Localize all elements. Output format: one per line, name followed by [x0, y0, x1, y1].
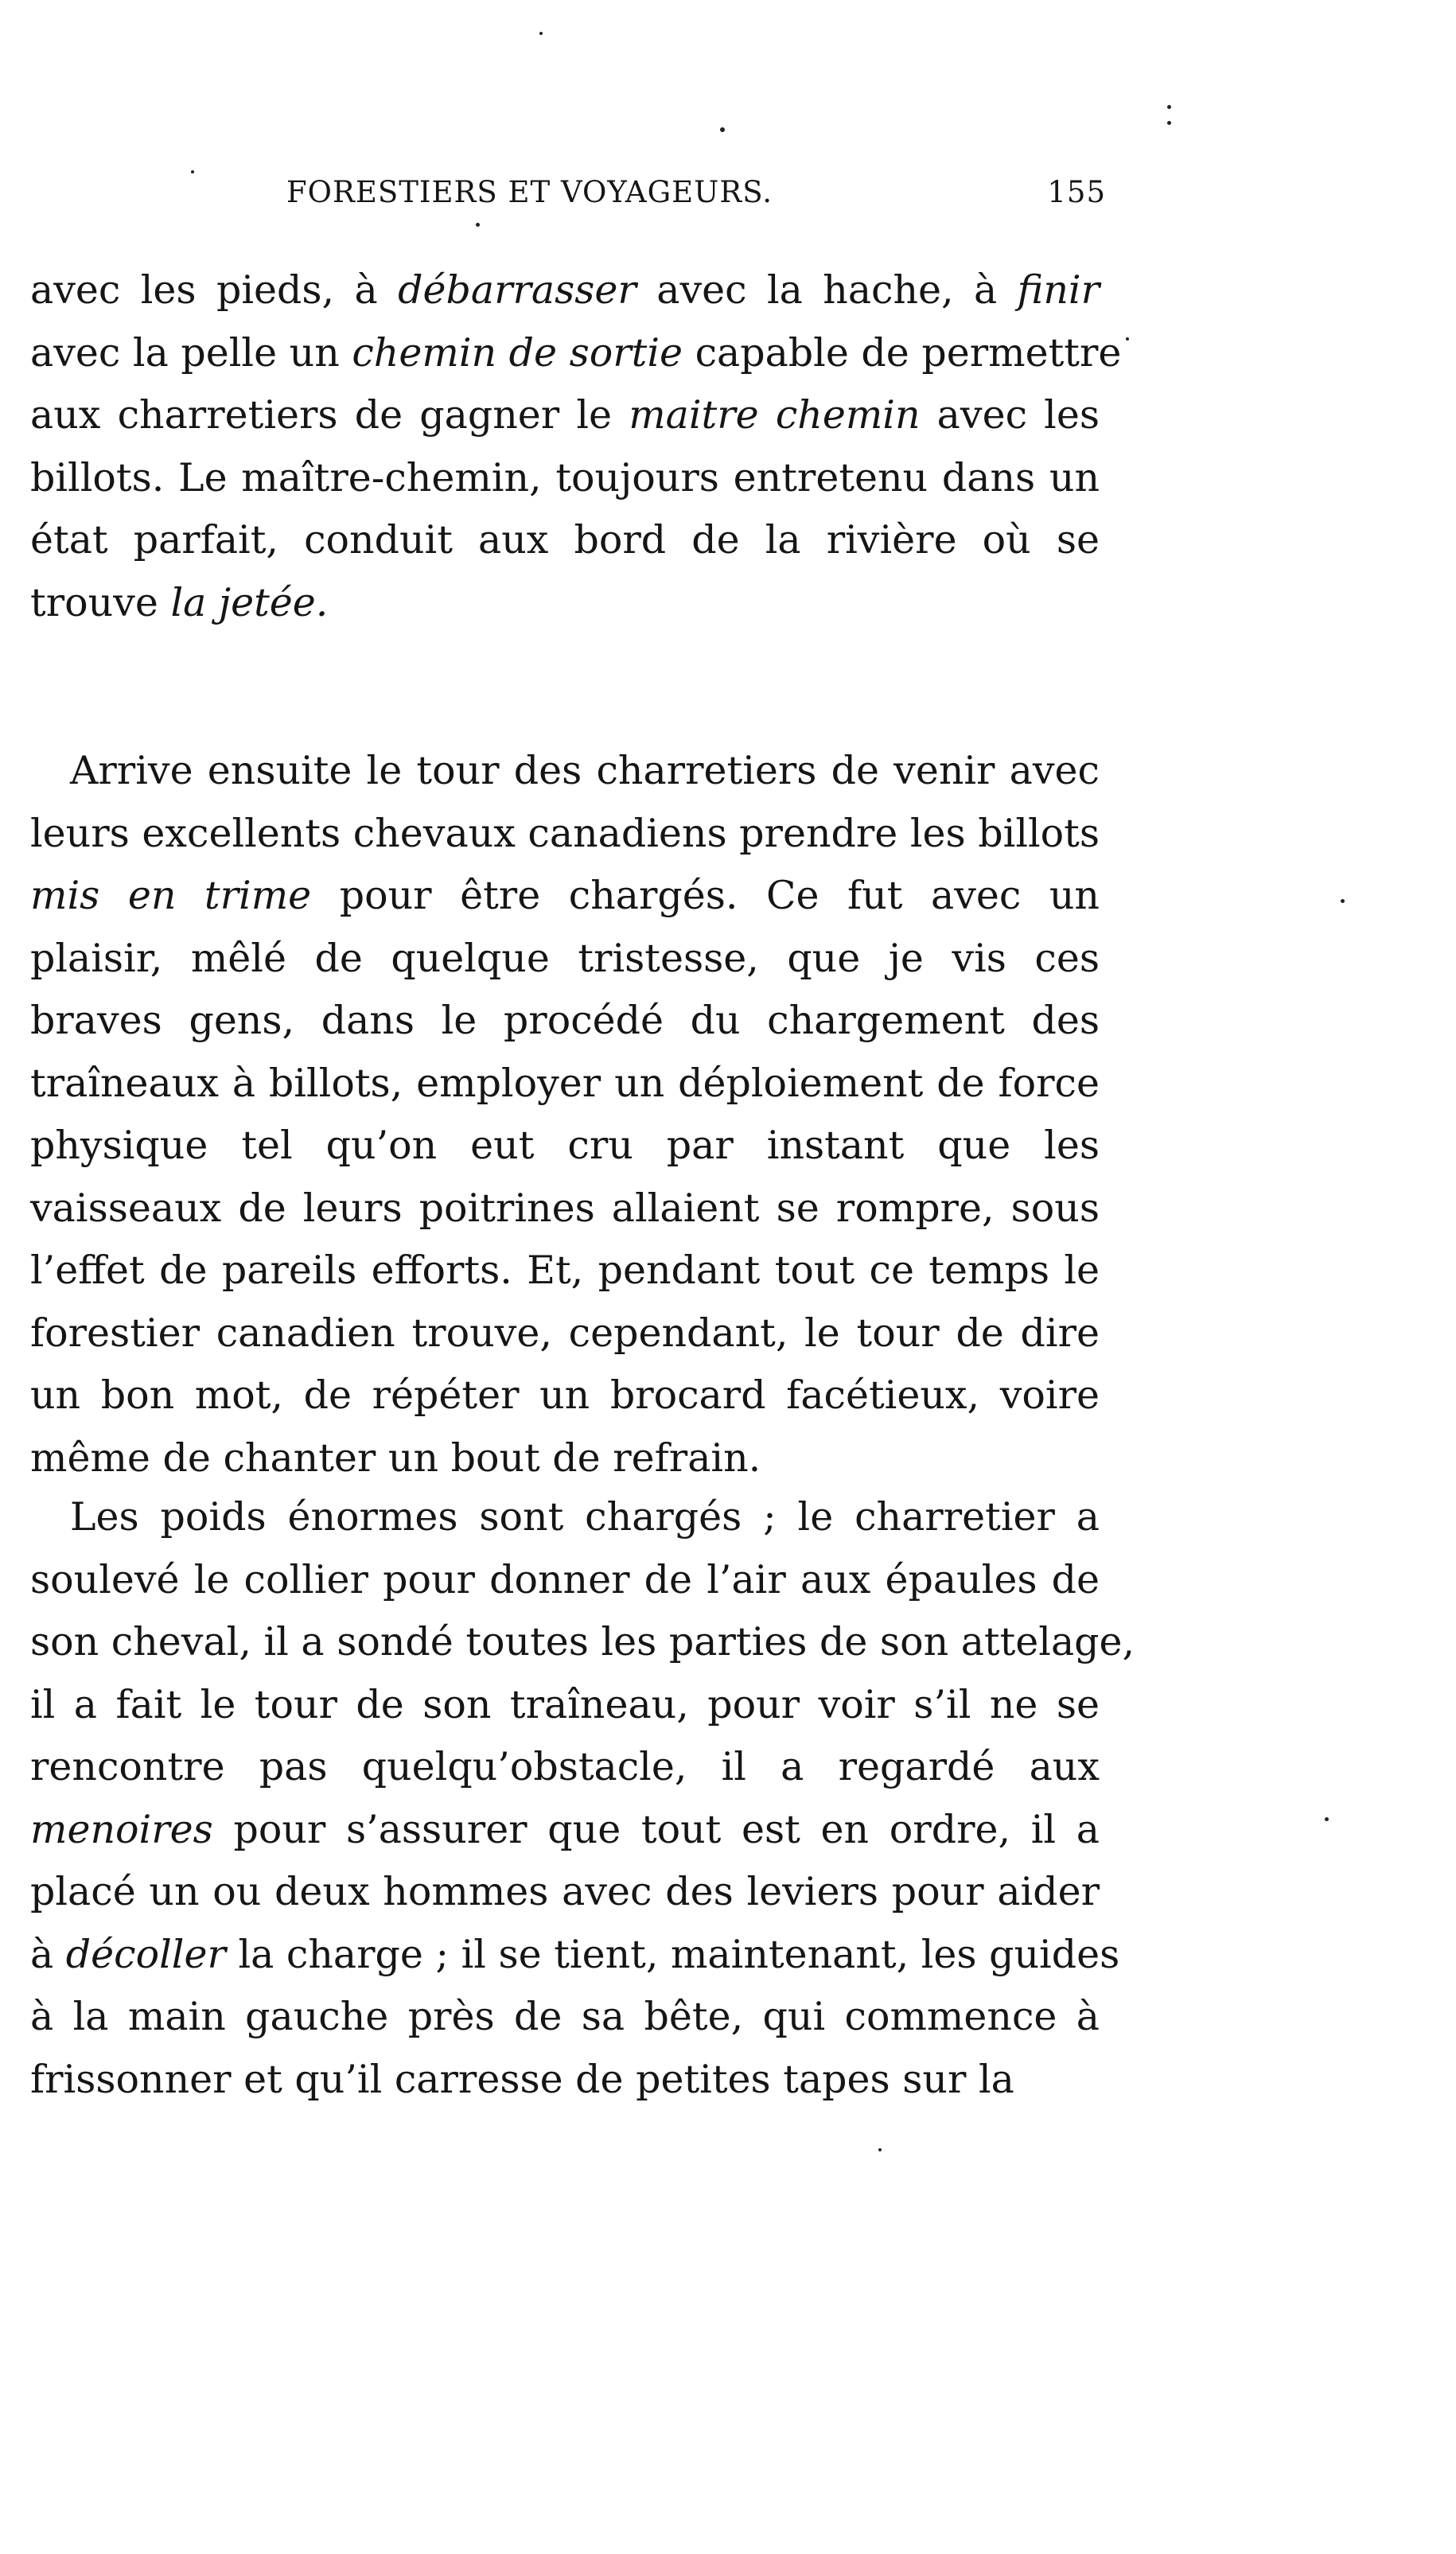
text-line — [30, 1736, 1100, 1799]
text-run: plaisir, mêlé de quelque tristesse, que je vis ces — [30, 935, 1100, 981]
scan-speck — [476, 223, 480, 227]
text-run: Arrive ensuite le tour des charretiers de venir avec — [70, 748, 1100, 793]
text-run: pour être chargés. Ce fut avec un — [311, 873, 1100, 918]
text-run: à la main gauche près de sa bête, qui commence à — [30, 1994, 1100, 2039]
text-line — [30, 928, 1100, 991]
text-line — [30, 990, 1100, 1053]
text-line — [30, 740, 1100, 803]
text-line — [30, 1427, 1100, 1490]
text-run: même de chanter un bout de refrain. — [30, 1435, 761, 1481]
scan-speck — [1167, 105, 1171, 109]
text-line — [30, 447, 1100, 510]
text-run: avec les pieds, à — [30, 267, 399, 313]
text-run: forestier canadien trouve, cependant, le tour de dire — [30, 1310, 1100, 1356]
page-number: 155 — [1047, 175, 1106, 209]
text-run: braves gens, dans le procédé du chargement des — [30, 998, 1100, 1043]
italic-term: menoires — [30, 1806, 213, 1852]
text-line — [30, 1986, 1100, 2049]
italic-term: mis en trime — [30, 873, 312, 918]
text-run: avec la pelle un — [30, 329, 352, 376]
text-run: Les poids énormes sont chargés ; le charretier a — [70, 1494, 1100, 1540]
text-run: pour s’assurer que tout est en ordre, il a — [212, 1806, 1100, 1852]
text-run: avec la hache, à — [636, 267, 1018, 313]
text-line — [30, 865, 1100, 928]
running-title: FORESTIERS ET VOYAGEURS. — [286, 175, 773, 209]
text-run: rencontre pas quelqu’obstacle, il a regardé aux — [30, 1744, 1100, 1789]
text-run: capable de permettre — [683, 329, 1122, 376]
text-line — [30, 1549, 1100, 1612]
scan-speck — [1341, 899, 1345, 903]
text-line — [30, 572, 1100, 635]
scan-speck — [720, 127, 725, 132]
text-line — [30, 1924, 1120, 1987]
text-line — [30, 384, 1100, 447]
italic-term: maitre chemin — [629, 392, 921, 438]
scan-speck — [1167, 121, 1171, 125]
text-line — [30, 2049, 1100, 2112]
text-run: soulevé le collier pour donner de l’air aux épaules de — [30, 1556, 1100, 1602]
text-line — [30, 1240, 1100, 1302]
italic-term: décoller — [65, 1931, 226, 1977]
text-run: avec les — [920, 392, 1100, 438]
text-line — [30, 1302, 1100, 1365]
text-run: aux charretiers de gagner le — [30, 392, 629, 438]
text-run: placé un ou deux hommes avec des leviers pour aider — [30, 1869, 1100, 1914]
paragraph-1 — [30, 259, 1122, 634]
text-line — [30, 1365, 1100, 1427]
text-run: état parfait, conduit aux bord de la rivière où se — [30, 517, 1100, 563]
text-line — [30, 1178, 1100, 1240]
text-run: à — [30, 1931, 66, 1977]
text-run: trouve — [30, 579, 171, 625]
scan-speck — [1126, 337, 1129, 341]
scan-speck — [539, 32, 543, 35]
text-run: un bon mot, de répéter un brocard facétieux, voire — [30, 1372, 1100, 1418]
text-run: vaisseaux de leurs poitrines allaient se rompre, sous — [30, 1185, 1100, 1231]
text-line — [30, 1611, 1135, 1674]
text-run: la charge ; il se tient, maintenant, les guides — [225, 1931, 1120, 1977]
text-line — [30, 509, 1100, 572]
paragraph-3 — [30, 1486, 1135, 2111]
text-line — [30, 803, 1100, 866]
text-run: frissonner et qu’il carresse de petites tapes sur la — [30, 2056, 1014, 2102]
italic-term: finir — [1017, 267, 1100, 313]
paragraph-2 — [30, 740, 1100, 1489]
text-line — [30, 322, 1122, 385]
text-line — [30, 1486, 1100, 1549]
text-run: leurs excellents chevaux canadiens prendre les billots — [30, 810, 1100, 856]
running-header — [286, 169, 1106, 216]
text-run: son cheval, il a sondé toutes les parties de son attelage, — [30, 1619, 1135, 1664]
text-line — [30, 1053, 1100, 1115]
text-run: l’effet de pareils efforts. Et, pendant tout ce temps le — [30, 1248, 1100, 1293]
text-line — [30, 259, 1100, 322]
text-run: il a fait le tour de son traîneau, pour voir s’il ne se — [30, 1681, 1100, 1727]
text-line — [30, 1861, 1100, 1924]
text-run: traîneaux à billots, employer un déploiement de force — [30, 1060, 1100, 1106]
text-line — [30, 1674, 1100, 1737]
italic-term: débarrasser — [398, 267, 637, 313]
scan-speck — [191, 170, 194, 173]
italic-term: chemin de sortie — [352, 329, 683, 376]
text-run: physique tel qu’on eut cru par instant que les — [30, 1123, 1100, 1168]
text-line — [30, 1115, 1100, 1178]
scan-speck — [1325, 1817, 1329, 1821]
italic-term: la jetée. — [170, 579, 329, 625]
text-run: billots. Le maître-chemin, toujours entretenu dans un — [30, 454, 1100, 500]
text-line — [30, 1799, 1100, 1862]
scan-speck — [878, 2148, 882, 2151]
